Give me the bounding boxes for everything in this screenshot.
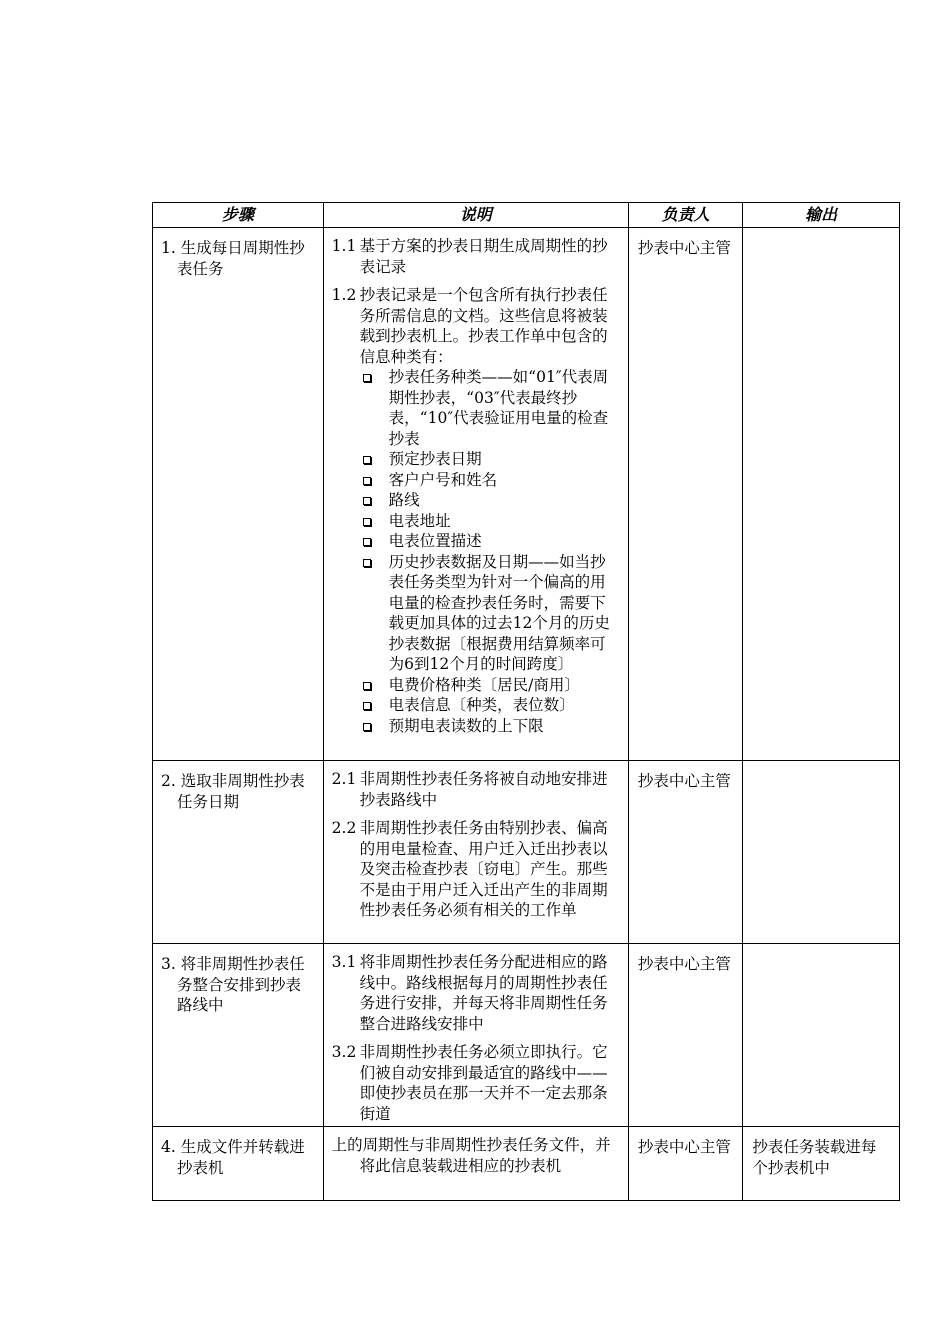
list-item: 预期电表读数的上下限 bbox=[360, 716, 618, 737]
table-row bbox=[153, 944, 900, 1127]
description-paragraph: 3.1 将非周期性抄表任务分配进相应的路线中。路线根据每月的周期性抄表任务进行安排，并每天将非周期性任务整合进路线安排中 bbox=[331, 953, 608, 1033]
step-description bbox=[324, 944, 628, 1126]
description-paragraph: 1.1 基于方案的抄表日期生成周期性的抄表记录 bbox=[331, 237, 608, 276]
output-cell bbox=[743, 228, 899, 238]
process-table bbox=[152, 202, 900, 1201]
description-paragraph: 2.1 非周期性抄表任务将被自动地安排进抄表路线中 bbox=[331, 770, 608, 809]
owner-cell: 抄表中心主管 bbox=[637, 1138, 731, 1156]
list-item: 电表地址 bbox=[360, 511, 618, 532]
description-paragraph: 2.2 非周期性抄表任务由特别抄表、偏高的用电量检查、用户迁入迁出抄表以及突击检查抄表〔窃电〕产生。那些不是由于用户迁入迁出产生的非周期性抄表任务必须有相关的工作单 bbox=[331, 819, 608, 919]
description-paragraph: 3.2 非周期性抄表任务必须立即执行。它们被自动安排到最适宜的路线中——即使抄表员在那一天并不一定去那条街道 bbox=[331, 1043, 608, 1123]
description-paragraph: 1.2 抄表记录是一个包含所有执行抄表任务所需信息的文档。这些信息将被装载到抄表机上。抄表工作单中包含的信息种类有： bbox=[331, 286, 608, 366]
list-item: 抄表任务种类——如“01″代表周期性抄表，“03″代表最终抄表，“10″代表验证用电量的检查抄表 bbox=[360, 367, 618, 449]
description-paragraph: 上的周期性与非周期性抄表任务文件，并将此信息装载进相应的抄表机 bbox=[331, 1136, 611, 1175]
step-description bbox=[324, 1127, 628, 1178]
output-cell bbox=[743, 944, 899, 954]
owner-cell: 抄表中心主管 bbox=[637, 772, 731, 790]
step-label: 1. 生成每日周期性抄表任务 bbox=[161, 239, 305, 278]
list-item: 历史抄表数据及日期——如当抄表任务类型为针对一个偏高的用电量的检查抄表任务时，需要下载更加具体的过去12个月的历史抄表数据〔根据费用结算频率可为6到12个月的时间跨度〕 bbox=[360, 552, 618, 675]
header-owner: 负责人 bbox=[628, 203, 742, 228]
header-output: 输出 bbox=[743, 203, 900, 228]
list-item: 路线 bbox=[360, 490, 618, 511]
output-cell: 抄表任务装载进每个抄表机中 bbox=[752, 1138, 877, 1177]
header-step: 步骤 bbox=[153, 203, 324, 228]
list-item: 电费价格种类〔居民/商用〕 bbox=[360, 675, 618, 696]
owner-cell: 抄表中心主管 bbox=[637, 239, 731, 257]
step-label: 3. 将非周期性抄表任务整合安排到抄表路线中 bbox=[161, 955, 305, 1014]
list-item: 电表信息〔种类，表位数〕 bbox=[360, 695, 618, 716]
table-row bbox=[153, 228, 900, 761]
table-row bbox=[153, 761, 900, 944]
step-label: 2. 选取非周期性抄表任务日期 bbox=[161, 772, 305, 811]
step-label: 4. 生成文件并转载进抄表机 bbox=[161, 1138, 305, 1177]
step-description bbox=[324, 761, 628, 923]
list-item: 预定抄表日期 bbox=[360, 449, 618, 470]
info-type-list bbox=[332, 367, 618, 736]
header-description: 说明 bbox=[323, 203, 628, 228]
step-description bbox=[324, 228, 628, 738]
list-item: 客户户号和姓名 bbox=[360, 470, 618, 491]
list-item: 电表位置描述 bbox=[360, 531, 618, 552]
table-row bbox=[153, 1127, 900, 1201]
header-row bbox=[153, 203, 900, 228]
output-cell bbox=[743, 761, 899, 771]
owner-cell: 抄表中心主管 bbox=[637, 955, 731, 973]
